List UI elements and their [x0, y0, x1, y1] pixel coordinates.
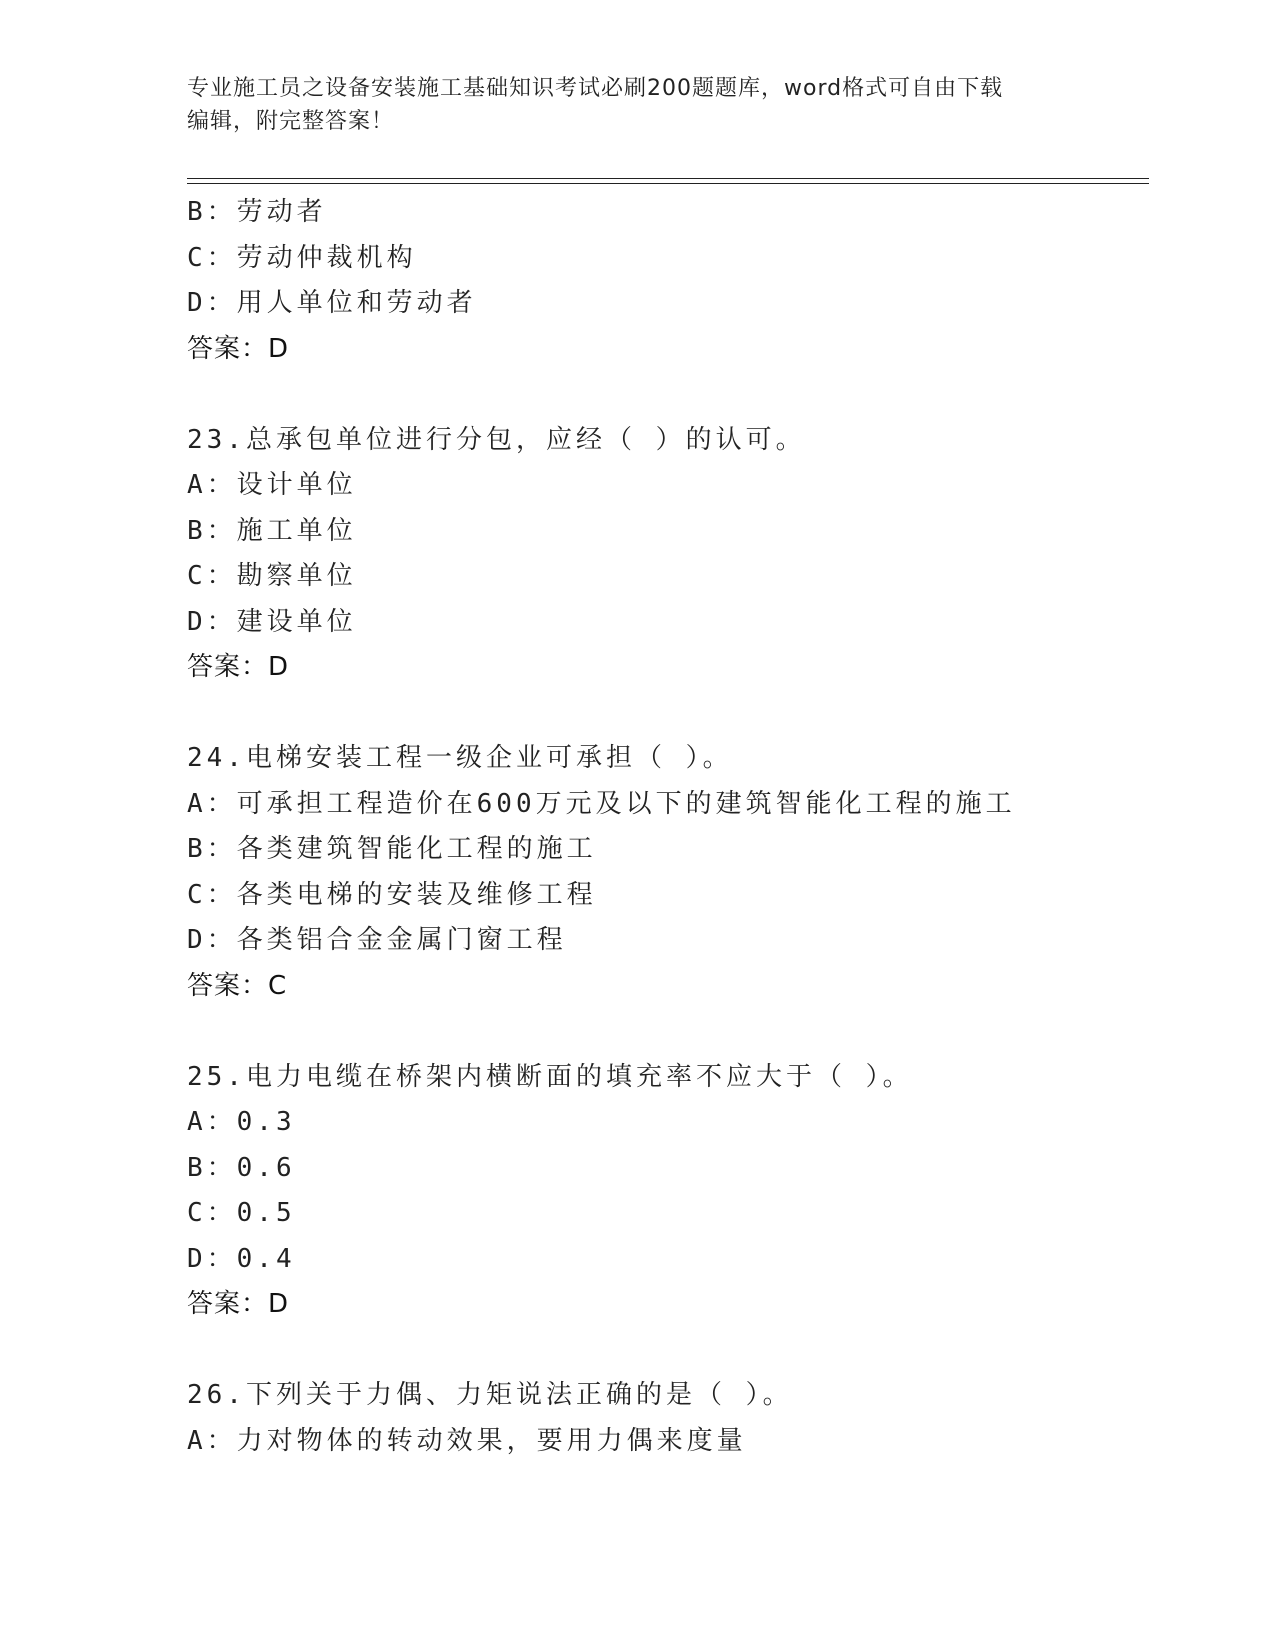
- spacer: [187, 691, 1187, 737]
- spacer: [187, 1009, 1187, 1055]
- question-list: [187, 190, 1187, 1464]
- question-26: [187, 1373, 1187, 1464]
- question-stem: 23.总承包单位进行分包，应经（ ）的认可。: [187, 424, 806, 455]
- question-stem: 24.电梯安装工程一级企业可承担（ ）。: [187, 743, 733, 773]
- option-a: A：0.3: [187, 1107, 296, 1137]
- answer-line: 答案：C: [187, 970, 288, 1001]
- option-c: C：劳动仲裁机构: [187, 242, 417, 273]
- question-24: [187, 736, 1187, 1009]
- question-22-continued: [187, 190, 1187, 372]
- option-c: C：勘察单位: [187, 561, 357, 591]
- answer-line: 答案：D: [187, 1289, 290, 1319]
- option-b: B：各类建筑智能化工程的施工: [187, 834, 597, 864]
- option-c: C：各类电梯的安装及维修工程: [187, 879, 597, 910]
- option-a: A：设计单位: [187, 470, 357, 500]
- question-stem: 25.电力电缆在桥架内横断面的填充率不应大于（ ）。: [187, 1061, 913, 1092]
- option-a: A：可承担工程造价在600万元及以下的建筑智能化工程的施工: [187, 788, 1016, 819]
- spacer: [187, 1328, 1187, 1374]
- option-c: C：0.5: [187, 1198, 296, 1228]
- header-title-line-1: 专业施工员之设备安装施工基础知识考试必刷200题题库，word格式可自由下载: [187, 76, 1004, 101]
- header-title-line-2: 编辑，附完整答案！: [187, 109, 395, 134]
- question-stem: 26.下列关于力偶、力矩说法正确的是（ ）。: [187, 1380, 793, 1410]
- option-d: D：各类铝合金金属门窗工程: [187, 925, 567, 955]
- spacer: [187, 372, 1187, 418]
- question-23: [187, 418, 1187, 691]
- option-a: A：力对物体的转动效果，要用力偶来度量: [187, 1425, 747, 1456]
- option-d: D：建设单位: [187, 606, 357, 637]
- option-b: B：劳动者: [187, 197, 327, 227]
- answer-line: 答案：D: [187, 333, 290, 364]
- option-d: D：0.4: [187, 1243, 296, 1274]
- header-divider-top: [187, 178, 1149, 179]
- question-25: [187, 1055, 1187, 1328]
- option-d: D：用人单位和劳动者: [187, 288, 477, 318]
- document-header: [187, 72, 1087, 138]
- option-b: B：施工单位: [187, 515, 357, 546]
- header-divider-bottom: [187, 183, 1149, 184]
- option-b: B：0.6: [187, 1152, 296, 1183]
- answer-line: 答案：D: [187, 652, 290, 682]
